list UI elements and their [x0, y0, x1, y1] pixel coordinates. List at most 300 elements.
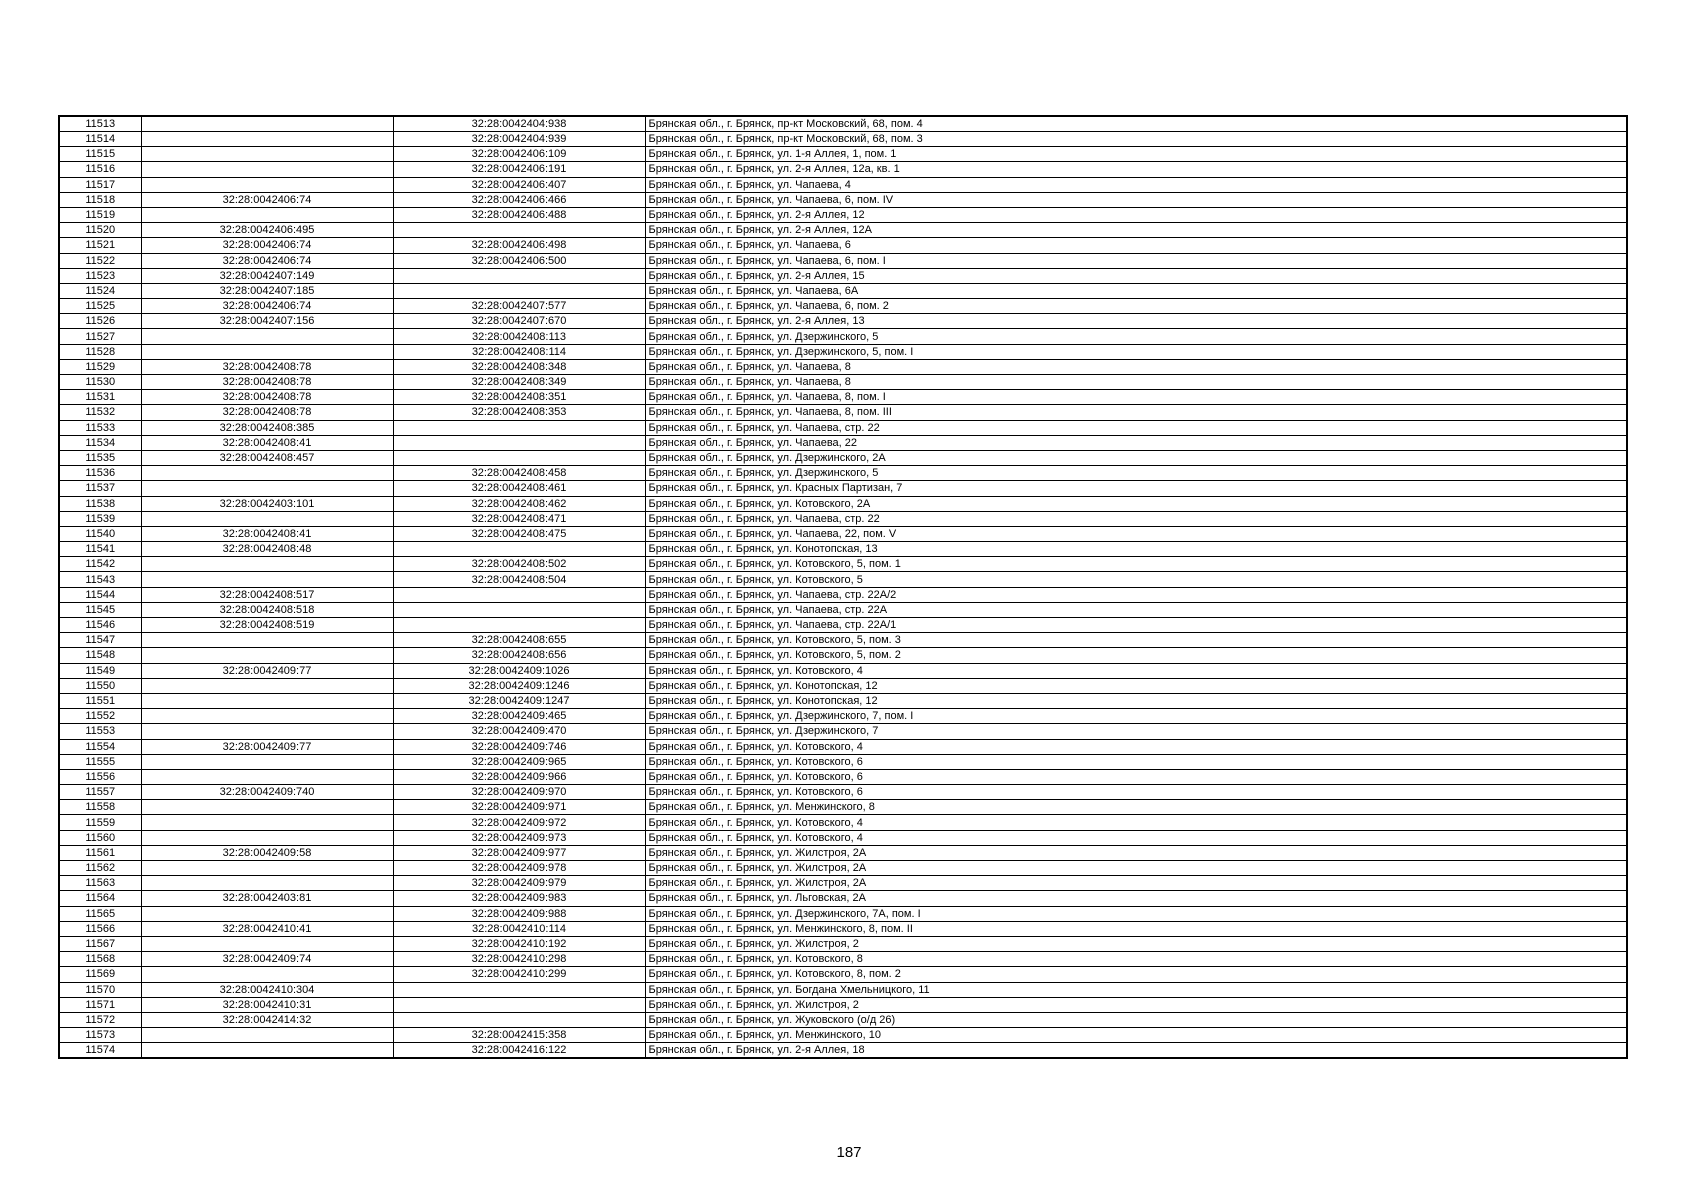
row-number-cell: 11548 — [59, 648, 141, 663]
row-number-cell: 11513 — [59, 116, 141, 132]
address-cell: Брянская обл., г. Брянск, ул. Красных Партизан, 7 — [645, 481, 1627, 496]
parent-cadastral-number-cell: 32:28:0042408:41 — [141, 435, 393, 450]
cadastral-number-cell: 32:28:0042409:966 — [393, 769, 645, 784]
parent-cadastral-number-cell — [141, 162, 393, 177]
cadastral-number-cell — [393, 997, 645, 1012]
table-row — [59, 861, 1627, 876]
address-cell: Брянская обл., г. Брянск, ул. Котовского, 5 — [645, 572, 1627, 587]
parent-cadastral-number-cell: 32:28:0042408:518 — [141, 602, 393, 617]
table-row — [59, 466, 1627, 481]
parent-cadastral-number-cell — [141, 147, 393, 162]
address-cell: Брянская обл., г. Брянск, ул. Чапаева, 4 — [645, 177, 1627, 192]
address-cell: Брянская обл., г. Брянск, ул. Котовского, 2А — [645, 496, 1627, 511]
cadastral-number-cell — [393, 450, 645, 465]
parent-cadastral-number-cell: 32:28:0042406:74 — [141, 253, 393, 268]
parent-cadastral-number-cell — [141, 344, 393, 359]
table-row — [59, 268, 1627, 283]
row-number-cell: 11568 — [59, 952, 141, 967]
table-row — [59, 557, 1627, 572]
table-row — [59, 526, 1627, 541]
table-row — [59, 648, 1627, 663]
row-number-cell: 11554 — [59, 739, 141, 754]
table-row — [59, 481, 1627, 496]
parent-cadastral-number-cell: 32:28:0042408:48 — [141, 542, 393, 557]
table-row — [59, 709, 1627, 724]
table-row — [59, 936, 1627, 951]
table-row — [59, 450, 1627, 465]
address-cell: Брянская обл., г. Брянск, ул. Котовского, 4 — [645, 830, 1627, 845]
parent-cadastral-number-cell — [141, 754, 393, 769]
table-row — [59, 997, 1627, 1012]
address-cell: Брянская обл., г. Брянск, ул. Чапаева, 22 — [645, 435, 1627, 450]
table-row — [59, 116, 1627, 132]
address-cell: Брянская обл., г. Брянск, ул. Чапаева, 6А — [645, 283, 1627, 298]
table-row — [59, 132, 1627, 147]
parent-cadastral-number-cell — [141, 724, 393, 739]
parent-cadastral-number-cell — [141, 861, 393, 876]
row-number-cell: 11521 — [59, 238, 141, 253]
row-number-cell: 11535 — [59, 450, 141, 465]
address-cell: Брянская обл., г. Брянск, ул. Льговская, 2А — [645, 891, 1627, 906]
cadastral-number-cell: 32:28:0042406:488 — [393, 207, 645, 222]
row-number-cell: 11569 — [59, 967, 141, 982]
address-cell: Брянская обл., г. Брянск, ул. Котовского, 6 — [645, 785, 1627, 800]
cadastral-number-cell: 32:28:0042408:348 — [393, 359, 645, 374]
parent-cadastral-number-cell: 32:28:0042409:58 — [141, 845, 393, 860]
address-cell: Брянская обл., г. Брянск, ул. Дзержинского, 5 — [645, 466, 1627, 481]
address-cell: Брянская обл., г. Брянск, ул. Котовского, 6 — [645, 769, 1627, 784]
table-row — [59, 420, 1627, 435]
table-row — [59, 618, 1627, 633]
address-cell: Брянская обл., г. Брянск, ул. 2-я Аллея, 15 — [645, 268, 1627, 283]
table-row — [59, 542, 1627, 557]
parent-cadastral-number-cell — [141, 633, 393, 648]
row-number-cell: 11530 — [59, 375, 141, 390]
parent-cadastral-number-cell: 32:28:0042406:74 — [141, 238, 393, 253]
cadastral-number-cell: 32:28:0042406:109 — [393, 147, 645, 162]
parent-cadastral-number-cell — [141, 1043, 393, 1059]
row-number-cell: 11522 — [59, 253, 141, 268]
cadastral-number-cell: 32:28:0042407:670 — [393, 314, 645, 329]
cadastral-number-cell: 32:28:0042408:349 — [393, 375, 645, 390]
table-row — [59, 511, 1627, 526]
parent-cadastral-number-cell — [141, 177, 393, 192]
cadastral-number-cell — [393, 435, 645, 450]
cadastral-number-cell: 32:28:0042408:462 — [393, 496, 645, 511]
row-number-cell: 11517 — [59, 177, 141, 192]
table-row — [59, 238, 1627, 253]
address-cell: Брянская обл., г. Брянск, ул. Дзержинского, 5 — [645, 329, 1627, 344]
cadastral-number-cell: 32:28:0042406:466 — [393, 192, 645, 207]
address-cell: Брянская обл., г. Брянск, ул. Дзержинского, 2А — [645, 450, 1627, 465]
cadastral-number-cell — [393, 223, 645, 238]
cadastral-number-cell: 32:28:0042409:988 — [393, 906, 645, 921]
row-number-cell: 11559 — [59, 815, 141, 830]
cadastral-number-cell: 32:28:0042409:965 — [393, 754, 645, 769]
address-cell: Брянская обл., г. Брянск, ул. 2-я Аллея, 13 — [645, 314, 1627, 329]
address-cell: Брянская обл., г. Брянск, ул. Чапаева, стр. 22А/1 — [645, 618, 1627, 633]
row-number-cell: 11528 — [59, 344, 141, 359]
table-row — [59, 1028, 1627, 1043]
row-number-cell: 11519 — [59, 207, 141, 222]
parent-cadastral-number-cell — [141, 481, 393, 496]
row-number-cell: 11564 — [59, 891, 141, 906]
table-row — [59, 1043, 1627, 1059]
table-row — [59, 314, 1627, 329]
cadastral-number-cell: 32:28:0042410:192 — [393, 936, 645, 951]
table-row — [59, 1012, 1627, 1027]
address-cell: Брянская обл., г. Брянск, ул. Чапаева, 8, пом. I — [645, 390, 1627, 405]
table-row — [59, 754, 1627, 769]
table-row — [59, 283, 1627, 298]
row-number-cell: 11563 — [59, 876, 141, 891]
table-row — [59, 739, 1627, 754]
address-cell: Брянская обл., г. Брянск, ул. Конотопская, 13 — [645, 542, 1627, 557]
address-cell: Брянская обл., г. Брянск, ул. Жуковского (о/д 26) — [645, 1012, 1627, 1027]
parent-cadastral-number-cell: 32:28:0042408:41 — [141, 526, 393, 541]
address-cell: Брянская обл., г. Брянск, ул. Котовского, 6 — [645, 754, 1627, 769]
address-cell: Брянская обл., г. Брянск, ул. Жилстроя, 2А — [645, 861, 1627, 876]
row-number-cell: 11525 — [59, 299, 141, 314]
table-row — [59, 435, 1627, 450]
table-row — [59, 572, 1627, 587]
address-cell: Брянская обл., г. Брянск, ул. Чапаева, 6, пом. IV — [645, 192, 1627, 207]
row-number-cell: 11518 — [59, 192, 141, 207]
cadastral-number-cell: 32:28:0042409:970 — [393, 785, 645, 800]
parent-cadastral-number-cell: 32:28:0042409:77 — [141, 663, 393, 678]
parent-cadastral-number-cell: 32:28:0042410:41 — [141, 921, 393, 936]
parent-cadastral-number-cell: 32:28:0042408:78 — [141, 375, 393, 390]
parent-cadastral-number-cell — [141, 936, 393, 951]
cadastral-number-cell — [393, 1012, 645, 1027]
table-row — [59, 390, 1627, 405]
table-row — [59, 633, 1627, 648]
cadastral-number-cell: 32:28:0042409:977 — [393, 845, 645, 860]
parent-cadastral-number-cell — [141, 678, 393, 693]
table-row — [59, 375, 1627, 390]
address-cell: Брянская обл., г. Брянск, ул. Жилстроя, 2 — [645, 936, 1627, 951]
table-row — [59, 906, 1627, 921]
cadastral-number-cell: 32:28:0042404:939 — [393, 132, 645, 147]
address-cell: Брянская обл., г. Брянск, ул. Дзержинского, 7, пом. I — [645, 709, 1627, 724]
address-cell: Брянская обл., г. Брянск, ул. Чапаева, 22, пом. V — [645, 526, 1627, 541]
table-row — [59, 769, 1627, 784]
row-number-cell: 11538 — [59, 496, 141, 511]
cadastral-number-cell: 32:28:0042410:114 — [393, 921, 645, 936]
address-cell: Брянская обл., г. Брянск, ул. Менжинского, 8, пом. II — [645, 921, 1627, 936]
table-row — [59, 359, 1627, 374]
address-cell: Брянская обл., г. Брянск, ул. Жилстроя, 2 — [645, 997, 1627, 1012]
cadastral-number-cell: 32:28:0042408:502 — [393, 557, 645, 572]
table-row — [59, 724, 1627, 739]
address-cell: Брянская обл., г. Брянск, ул. Котовского, 4 — [645, 739, 1627, 754]
row-number-cell: 11550 — [59, 678, 141, 693]
address-cell: Брянская обл., г. Брянск, ул. Чапаева, 6, пом. 2 — [645, 299, 1627, 314]
row-number-cell: 11547 — [59, 633, 141, 648]
parent-cadastral-number-cell: 32:28:0042409:740 — [141, 785, 393, 800]
address-cell: Брянская обл., г. Брянск, ул. Жилстроя, 2А — [645, 876, 1627, 891]
address-cell: Брянская обл., г. Брянск, ул. Котовского, 5, пом. 2 — [645, 648, 1627, 663]
address-cell: Брянская обл., г. Брянск, ул. Конотопская, 12 — [645, 678, 1627, 693]
row-number-cell: 11571 — [59, 997, 141, 1012]
table-row — [59, 785, 1627, 800]
parent-cadastral-number-cell: 32:28:0042408:78 — [141, 359, 393, 374]
row-number-cell: 11533 — [59, 420, 141, 435]
address-cell: Брянская обл., г. Брянск, ул. Чапаева, 8 — [645, 359, 1627, 374]
parent-cadastral-number-cell: 32:28:0042409:74 — [141, 952, 393, 967]
row-number-cell: 11549 — [59, 663, 141, 678]
parent-cadastral-number-cell — [141, 132, 393, 147]
table-row — [59, 223, 1627, 238]
parent-cadastral-number-cell: 32:28:0042407:185 — [141, 283, 393, 298]
table-row — [59, 299, 1627, 314]
table-body — [59, 116, 1627, 1058]
parent-cadastral-number-cell — [141, 800, 393, 815]
row-number-cell: 11561 — [59, 845, 141, 860]
row-number-cell: 11570 — [59, 982, 141, 997]
address-cell: Брянская обл., г. Брянск, пр-кт Московский, 68, пом. 4 — [645, 116, 1627, 132]
row-number-cell: 11540 — [59, 526, 141, 541]
cadastral-number-cell: 32:28:0042415:358 — [393, 1028, 645, 1043]
address-cell: Брянская обл., г. Брянск, ул. Чапаева, 6 — [645, 238, 1627, 253]
row-number-cell: 11565 — [59, 906, 141, 921]
parent-cadastral-number-cell — [141, 116, 393, 132]
cadastral-number-cell: 32:28:0042409:470 — [393, 724, 645, 739]
parent-cadastral-number-cell: 32:28:0042408:78 — [141, 405, 393, 420]
address-cell: Брянская обл., г. Брянск, ул. Конотопская, 12 — [645, 693, 1627, 708]
table-row — [59, 602, 1627, 617]
address-cell: Брянская обл., г. Брянск, ул. Чапаева, стр. 22А/2 — [645, 587, 1627, 602]
cadastral-number-cell — [393, 602, 645, 617]
cadastral-number-cell: 32:28:0042409:978 — [393, 861, 645, 876]
table-row — [59, 693, 1627, 708]
cadastral-number-cell: 32:28:0042406:500 — [393, 253, 645, 268]
cadastral-number-cell: 32:28:0042409:973 — [393, 830, 645, 845]
parent-cadastral-number-cell — [141, 557, 393, 572]
address-cell: Брянская обл., г. Брянск, ул. Чапаева, стр. 22А — [645, 602, 1627, 617]
address-cell: Брянская обл., г. Брянск, ул. 2-я Аллея, 12 — [645, 207, 1627, 222]
cadastral-number-cell: 32:28:0042409:1026 — [393, 663, 645, 678]
row-number-cell: 11572 — [59, 1012, 141, 1027]
address-cell: Брянская обл., г. Брянск, ул. 2-я Аллея, 12А — [645, 223, 1627, 238]
cadastral-number-cell: 32:28:0042408:471 — [393, 511, 645, 526]
address-cell: Брянская обл., г. Брянск, ул. Чапаева, 8, пом. III — [645, 405, 1627, 420]
row-number-cell: 11558 — [59, 800, 141, 815]
cadastral-number-cell: 32:28:0042410:299 — [393, 967, 645, 982]
address-cell: Брянская обл., г. Брянск, ул. Чапаева, стр. 22 — [645, 511, 1627, 526]
cadastral-number-cell: 32:28:0042408:655 — [393, 633, 645, 648]
cadastral-number-cell: 32:28:0042408:458 — [393, 466, 645, 481]
cadastral-number-cell — [393, 618, 645, 633]
cadastral-number-cell: 32:28:0042408:504 — [393, 572, 645, 587]
parent-cadastral-number-cell — [141, 830, 393, 845]
parent-cadastral-number-cell: 32:28:0042414:32 — [141, 1012, 393, 1027]
cadastral-number-cell: 32:28:0042408:114 — [393, 344, 645, 359]
cadastral-number-cell: 32:28:0042410:298 — [393, 952, 645, 967]
parent-cadastral-number-cell — [141, 466, 393, 481]
parent-cadastral-number-cell — [141, 967, 393, 982]
row-number-cell: 11552 — [59, 709, 141, 724]
table-row — [59, 921, 1627, 936]
row-number-cell: 11520 — [59, 223, 141, 238]
parent-cadastral-number-cell — [141, 815, 393, 830]
table-row — [59, 177, 1627, 192]
cadastral-number-cell: 32:28:0042409:746 — [393, 739, 645, 754]
cadastral-number-cell — [393, 283, 645, 298]
parent-cadastral-number-cell: 32:28:0042406:74 — [141, 192, 393, 207]
parent-cadastral-number-cell: 32:28:0042408:457 — [141, 450, 393, 465]
address-cell: Брянская обл., г. Брянск, ул. Дзержинского, 7А, пом. I — [645, 906, 1627, 921]
row-number-cell: 11534 — [59, 435, 141, 450]
address-cell: Брянская обл., г. Брянск, ул. Котовского, 4 — [645, 815, 1627, 830]
parent-cadastral-number-cell: 32:28:0042403:101 — [141, 496, 393, 511]
address-cell: Брянская обл., г. Брянск, ул. Котовского, 8 — [645, 952, 1627, 967]
cadastral-number-cell: 32:28:0042409:972 — [393, 815, 645, 830]
address-cell: Брянская обл., г. Брянск, ул. Менжинского, 10 — [645, 1028, 1627, 1043]
parent-cadastral-number-cell: 32:28:0042406:495 — [141, 223, 393, 238]
address-cell: Брянская обл., г. Брянск, ул. 2-я Аллея, 12а, кв. 1 — [645, 162, 1627, 177]
table-row — [59, 815, 1627, 830]
cadastral-number-cell: 32:28:0042408:461 — [393, 481, 645, 496]
table-row — [59, 876, 1627, 891]
parent-cadastral-number-cell: 32:28:0042403:81 — [141, 891, 393, 906]
cadastral-number-cell: 32:28:0042406:191 — [393, 162, 645, 177]
row-number-cell: 11544 — [59, 587, 141, 602]
parent-cadastral-number-cell: 32:28:0042407:149 — [141, 268, 393, 283]
table-row — [59, 952, 1627, 967]
row-number-cell: 11543 — [59, 572, 141, 587]
row-number-cell: 11567 — [59, 936, 141, 951]
parent-cadastral-number-cell: 32:28:0042406:74 — [141, 299, 393, 314]
row-number-cell: 11566 — [59, 921, 141, 936]
cadastral-number-cell: 32:28:0042409:465 — [393, 709, 645, 724]
cadastral-number-cell — [393, 268, 645, 283]
address-cell: Брянская обл., г. Брянск, ул. Дзержинского, 5, пом. I — [645, 344, 1627, 359]
table-row — [59, 329, 1627, 344]
row-number-cell: 11551 — [59, 693, 141, 708]
parent-cadastral-number-cell — [141, 693, 393, 708]
table-row — [59, 800, 1627, 815]
address-cell: Брянская обл., г. Брянск, ул. Чапаева, 8 — [645, 375, 1627, 390]
cadastral-number-cell: 32:28:0042406:407 — [393, 177, 645, 192]
row-number-cell: 11527 — [59, 329, 141, 344]
row-number-cell: 11514 — [59, 132, 141, 147]
records-table — [58, 115, 1628, 1059]
table-row — [59, 344, 1627, 359]
address-cell: Брянская обл., г. Брянск, ул. Котовского, 8, пом. 2 — [645, 967, 1627, 982]
cadastral-number-cell: 32:28:0042408:113 — [393, 329, 645, 344]
cadastral-number-cell: 32:28:0042409:1246 — [393, 678, 645, 693]
page-number: 187 — [836, 1144, 862, 1161]
parent-cadastral-number-cell: 32:28:0042407:156 — [141, 314, 393, 329]
parent-cadastral-number-cell: 32:28:0042410:304 — [141, 982, 393, 997]
cadastral-number-cell: 32:28:0042404:938 — [393, 116, 645, 132]
row-number-cell: 11523 — [59, 268, 141, 283]
row-number-cell: 11531 — [59, 390, 141, 405]
row-number-cell: 11545 — [59, 602, 141, 617]
parent-cadastral-number-cell — [141, 876, 393, 891]
parent-cadastral-number-cell: 32:28:0042409:77 — [141, 739, 393, 754]
row-number-cell: 11573 — [59, 1028, 141, 1043]
row-number-cell: 11524 — [59, 283, 141, 298]
cadastral-number-cell: 32:28:0042408:656 — [393, 648, 645, 663]
table-row — [59, 830, 1627, 845]
parent-cadastral-number-cell — [141, 648, 393, 663]
parent-cadastral-number-cell: 32:28:0042408:385 — [141, 420, 393, 435]
parent-cadastral-number-cell: 32:28:0042410:31 — [141, 997, 393, 1012]
table-row — [59, 207, 1627, 222]
address-cell: Брянская обл., г. Брянск, ул. Дзержинского, 7 — [645, 724, 1627, 739]
row-number-cell: 11516 — [59, 162, 141, 177]
row-number-cell: 11546 — [59, 618, 141, 633]
parent-cadastral-number-cell — [141, 906, 393, 921]
row-number-cell: 11539 — [59, 511, 141, 526]
parent-cadastral-number-cell — [141, 769, 393, 784]
address-cell: Брянская обл., г. Брянск, ул. Котовского, 5, пом. 1 — [645, 557, 1627, 572]
cadastral-number-cell: 32:28:0042416:122 — [393, 1043, 645, 1059]
cadastral-number-cell: 32:28:0042409:983 — [393, 891, 645, 906]
parent-cadastral-number-cell — [141, 572, 393, 587]
parent-cadastral-number-cell — [141, 329, 393, 344]
address-cell: Брянская обл., г. Брянск, ул. Котовского, 5, пом. 3 — [645, 633, 1627, 648]
table-row — [59, 587, 1627, 602]
row-number-cell: 11541 — [59, 542, 141, 557]
cadastral-number-cell: 32:28:0042408:351 — [393, 390, 645, 405]
address-cell: Брянская обл., г. Брянск, ул. Менжинского, 8 — [645, 800, 1627, 815]
row-number-cell: 11555 — [59, 754, 141, 769]
table-row — [59, 678, 1627, 693]
table-row — [59, 967, 1627, 982]
row-number-cell: 11560 — [59, 830, 141, 845]
row-number-cell: 11536 — [59, 466, 141, 481]
table-row — [59, 162, 1627, 177]
row-number-cell: 11515 — [59, 147, 141, 162]
row-number-cell: 11542 — [59, 557, 141, 572]
address-cell: Брянская обл., г. Брянск, ул. Богдана Хмельницкого, 11 — [645, 982, 1627, 997]
row-number-cell: 11574 — [59, 1043, 141, 1059]
table-row — [59, 663, 1627, 678]
parent-cadastral-number-cell: 32:28:0042408:78 — [141, 390, 393, 405]
cadastral-number-cell — [393, 420, 645, 435]
address-cell: Брянская обл., г. Брянск, ул. Жилстроя, 2А — [645, 845, 1627, 860]
table-row — [59, 891, 1627, 906]
row-number-cell: 11532 — [59, 405, 141, 420]
address-cell: Брянская обл., г. Брянск, ул. Чапаева, стр. 22 — [645, 420, 1627, 435]
cadastral-number-cell: 32:28:0042409:1247 — [393, 693, 645, 708]
table-row — [59, 192, 1627, 207]
table-row — [59, 982, 1627, 997]
table-row — [59, 147, 1627, 162]
address-cell: Брянская обл., г. Брянск, ул. Чапаева, 6, пом. I — [645, 253, 1627, 268]
address-cell: Брянская обл., г. Брянск, ул. 1-я Аллея, 1, пом. 1 — [645, 147, 1627, 162]
table-row — [59, 405, 1627, 420]
cadastral-number-cell: 32:28:0042409:971 — [393, 800, 645, 815]
parent-cadastral-number-cell: 32:28:0042408:519 — [141, 618, 393, 633]
address-cell: Брянская обл., г. Брянск, ул. Котовского, 4 — [645, 663, 1627, 678]
parent-cadastral-number-cell — [141, 207, 393, 222]
parent-cadastral-number-cell: 32:28:0042408:517 — [141, 587, 393, 602]
table-row — [59, 253, 1627, 268]
cadastral-number-cell: 32:28:0042408:475 — [393, 526, 645, 541]
cadastral-number-cell — [393, 982, 645, 997]
row-number-cell: 11526 — [59, 314, 141, 329]
row-number-cell: 11556 — [59, 769, 141, 784]
cadastral-number-cell: 32:28:0042406:498 — [393, 238, 645, 253]
cadastral-number-cell: 32:28:0042408:353 — [393, 405, 645, 420]
cadastral-number-cell — [393, 587, 645, 602]
parent-cadastral-number-cell — [141, 1028, 393, 1043]
row-number-cell: 11562 — [59, 861, 141, 876]
